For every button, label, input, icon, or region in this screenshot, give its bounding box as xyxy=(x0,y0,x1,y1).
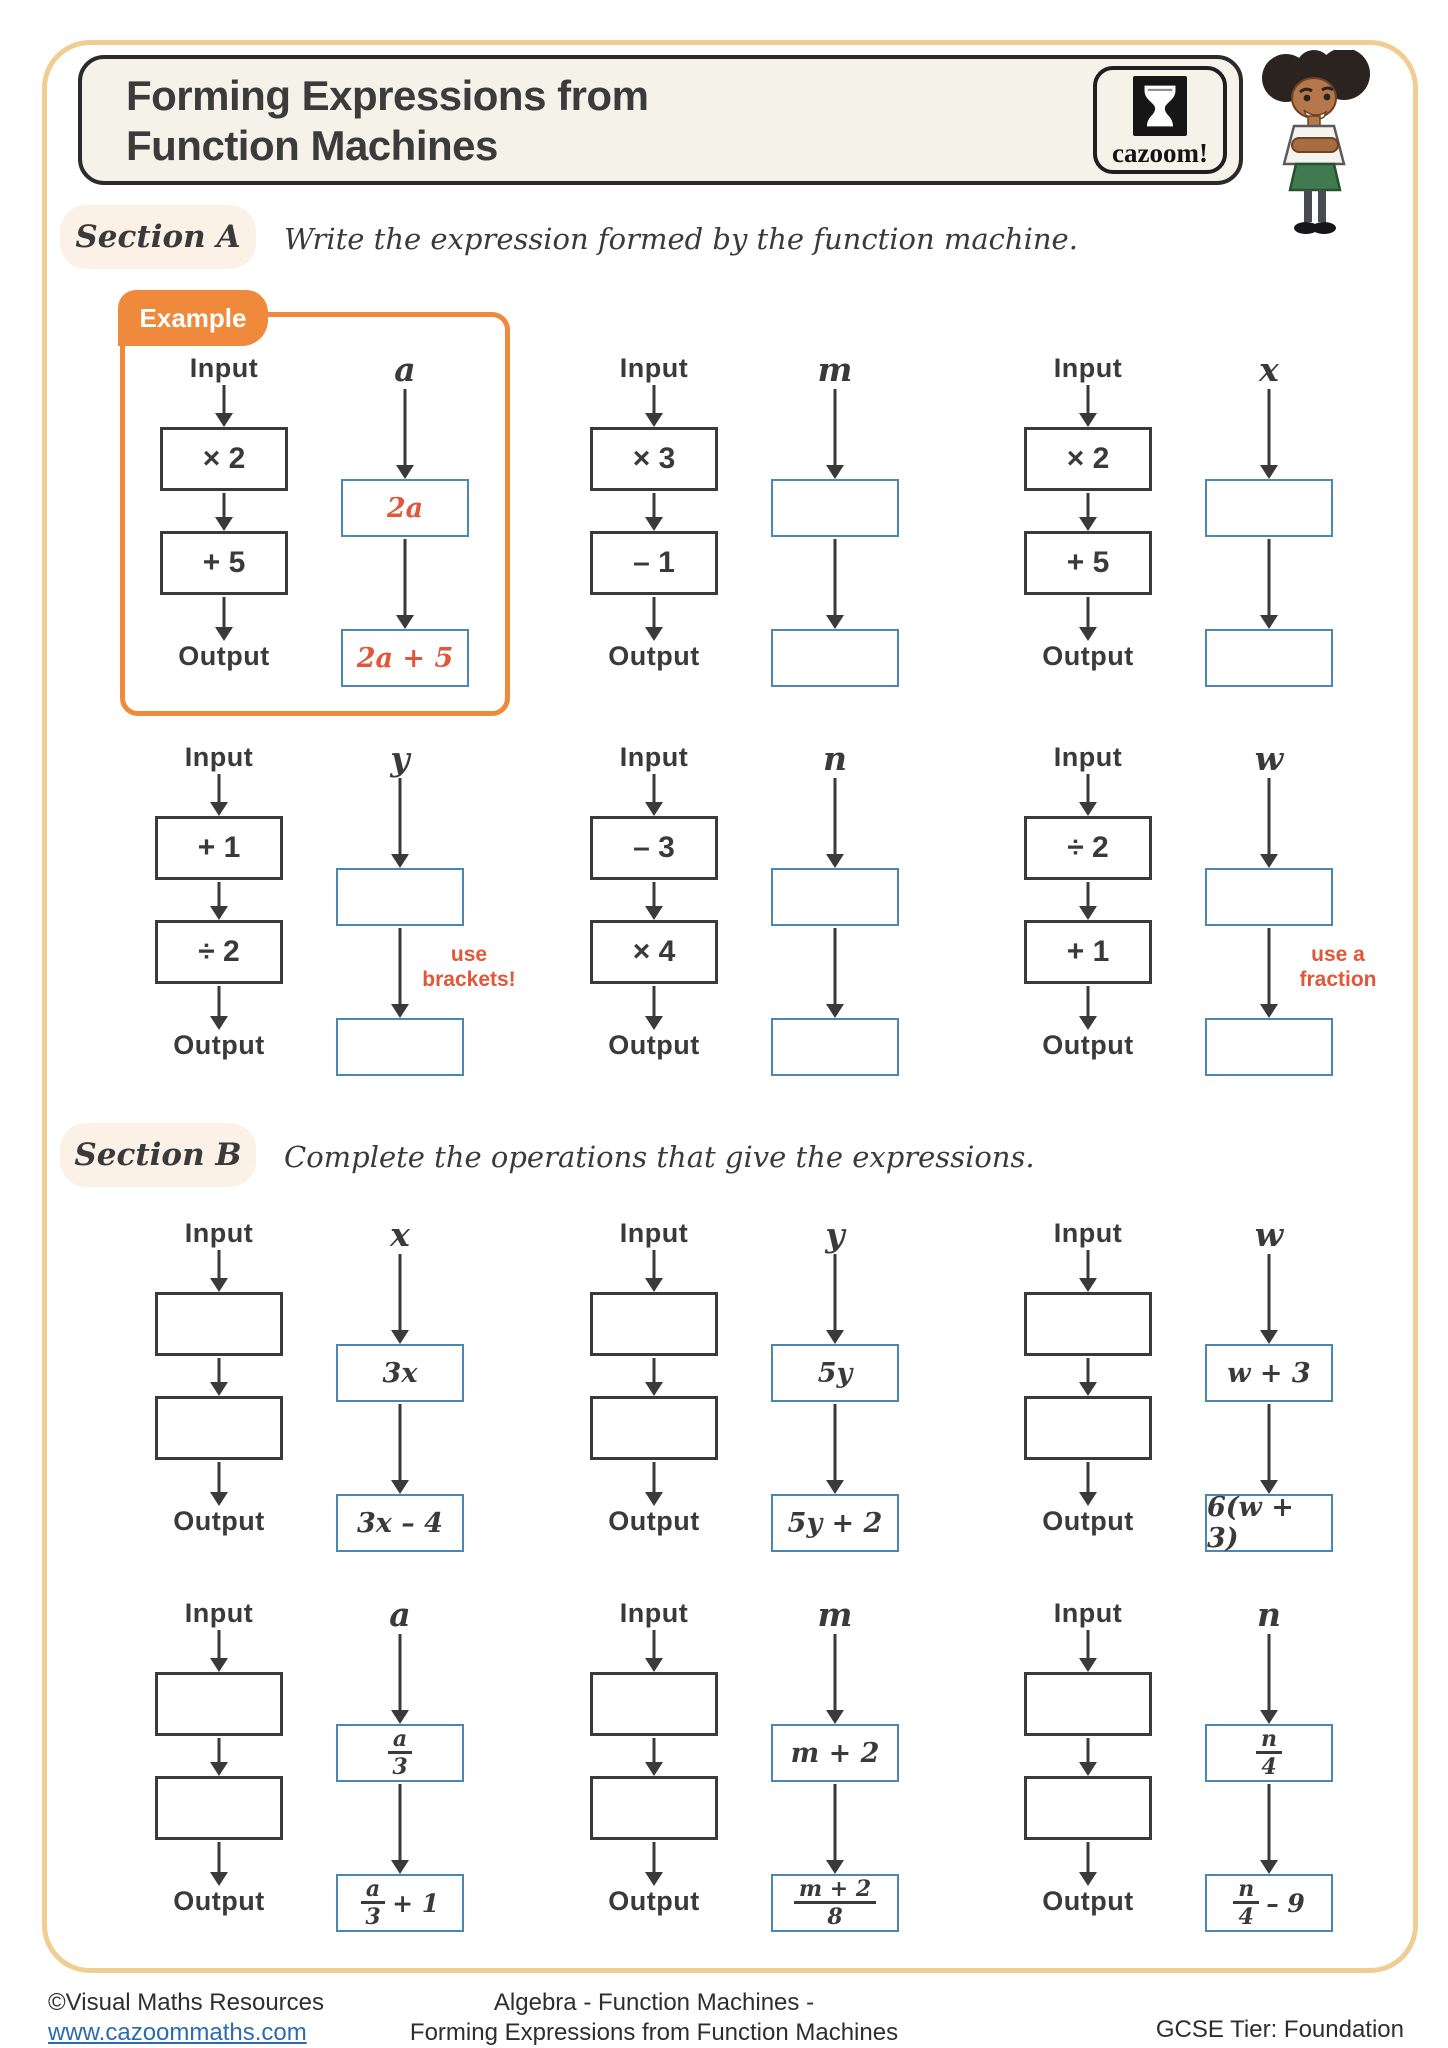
function-machine-a1 xyxy=(159,350,470,687)
down-arrow-icon xyxy=(1257,1402,1281,1494)
expression-box: 2a xyxy=(341,479,469,537)
answer-box-empty xyxy=(771,1018,899,1076)
operation-box-empty xyxy=(1024,1396,1152,1460)
expression-suffix: + 1 xyxy=(392,1888,440,1918)
page-title xyxy=(126,71,648,171)
down-arrow-icon xyxy=(1076,1356,1100,1396)
answer-box-empty xyxy=(771,868,899,926)
down-arrow-icon xyxy=(388,1782,412,1874)
down-arrow-icon xyxy=(207,1356,231,1396)
machine-operations-column xyxy=(589,1598,719,1932)
input-label: Input xyxy=(619,353,689,383)
input-label: Input xyxy=(1053,1218,1123,1248)
footer-tier: GCSE Tier: Foundation xyxy=(1155,2016,1404,2043)
output-label: Output xyxy=(1042,1030,1134,1060)
operation-box: – 1 xyxy=(590,531,718,595)
answer-box-empty xyxy=(771,479,899,537)
machine-expressions-column xyxy=(335,1595,465,1932)
input-label: Input xyxy=(184,1218,254,1248)
output-label: Output xyxy=(608,1506,700,1536)
down-arrow-icon xyxy=(207,1248,231,1292)
machine-expressions-column xyxy=(770,739,900,1076)
operation-box-empty xyxy=(1024,1672,1152,1736)
expression-box xyxy=(771,1874,899,1932)
input-label: Input xyxy=(1053,1598,1123,1628)
machine-operations-column xyxy=(589,353,719,687)
machine-operations-column xyxy=(1023,742,1153,1076)
down-arrow-icon xyxy=(642,772,666,816)
input-label: Input xyxy=(619,742,689,772)
machine-operations-column xyxy=(154,1598,284,1932)
function-machine-a3 xyxy=(1023,350,1334,687)
function-machine-a2 xyxy=(589,350,900,687)
output-label: Output xyxy=(608,1030,700,1060)
machine-expressions-column xyxy=(335,1215,465,1552)
down-arrow-icon xyxy=(823,926,847,1018)
function-machine-b2 xyxy=(589,1215,900,1552)
down-arrow-icon xyxy=(642,984,666,1030)
machine-expressions-column xyxy=(1204,1215,1334,1554)
expression-box: 3x xyxy=(336,1344,464,1402)
down-arrow-icon xyxy=(388,776,412,868)
down-arrow-icon xyxy=(207,772,231,816)
down-arrow-icon xyxy=(823,537,847,629)
down-arrow-icon xyxy=(388,1402,412,1494)
fraction xyxy=(1256,1727,1282,1779)
machine-operations-column xyxy=(589,742,719,1076)
input-label: Input xyxy=(619,1598,689,1628)
footer-topic-line1: Algebra - Function Machines - xyxy=(493,1989,815,2016)
machine-expressions-column xyxy=(1204,350,1334,687)
down-arrow-icon xyxy=(207,1460,231,1506)
operation-box-empty xyxy=(155,1292,283,1356)
variable-label: n xyxy=(823,739,847,778)
section-a-row-2 xyxy=(0,739,1448,1102)
variable-label: a xyxy=(394,350,416,389)
expression-suffix: – 9 xyxy=(1266,1888,1305,1918)
output-label: Output xyxy=(173,1506,265,1536)
variable-label: m xyxy=(817,350,853,389)
machine-operations-column xyxy=(1023,1598,1153,1932)
fraction xyxy=(361,1877,385,1929)
operation-box: × 3 xyxy=(590,427,718,491)
down-arrow-icon xyxy=(393,387,417,479)
down-arrow-icon xyxy=(1257,926,1281,1018)
fraction-numerator: m + 2 xyxy=(794,1877,876,1904)
output-label: Output xyxy=(1042,641,1134,671)
operation-box-empty xyxy=(590,1672,718,1736)
footer-center xyxy=(374,1988,934,2048)
variable-label: n xyxy=(1257,1595,1281,1634)
fraction xyxy=(388,1727,412,1779)
down-arrow-icon xyxy=(642,595,666,641)
down-arrow-icon xyxy=(388,1632,412,1724)
output-label: Output xyxy=(1042,1886,1134,1916)
answer-box-empty xyxy=(1205,868,1333,926)
fraction-denominator: 3 xyxy=(365,1904,381,1930)
variable-label: x xyxy=(390,1215,410,1254)
variable-label: x xyxy=(1259,350,1279,389)
down-arrow-icon xyxy=(642,1460,666,1506)
input-label: Input xyxy=(1053,742,1123,772)
down-arrow-icon xyxy=(207,1628,231,1672)
input-label: Input xyxy=(619,1218,689,1248)
hint-note: use brackets! xyxy=(422,943,516,991)
variable-label: m xyxy=(817,1595,853,1634)
fraction-denominator: 3 xyxy=(392,1754,408,1780)
output-label: Output xyxy=(173,1030,265,1060)
down-arrow-icon xyxy=(642,1356,666,1396)
answer-box-empty xyxy=(771,629,899,687)
function-machine-a5 xyxy=(589,739,900,1076)
expression-box: 5y + 2 xyxy=(771,1494,899,1552)
down-arrow-icon xyxy=(388,1252,412,1344)
down-arrow-icon xyxy=(388,926,412,1018)
machine-operations-column xyxy=(159,353,289,687)
variable-label: w xyxy=(1254,1215,1284,1254)
down-arrow-icon xyxy=(642,383,666,427)
fraction-denominator: 4 xyxy=(1261,1754,1277,1780)
down-arrow-icon xyxy=(642,1736,666,1776)
output-label: Output xyxy=(1042,1506,1134,1536)
down-arrow-icon xyxy=(1257,1252,1281,1344)
variable-label: y xyxy=(390,739,410,778)
down-arrow-icon xyxy=(212,491,236,531)
variable-label: w xyxy=(1254,739,1284,778)
machine-operations-column xyxy=(1023,1218,1153,1552)
expression-box xyxy=(1205,1874,1333,1932)
down-arrow-icon xyxy=(1257,1632,1281,1724)
expression-box xyxy=(336,1874,464,1932)
operation-box-empty xyxy=(590,1292,718,1356)
operation-box: + 1 xyxy=(1024,920,1152,984)
down-arrow-icon xyxy=(1076,1460,1100,1506)
down-arrow-icon xyxy=(1257,1782,1281,1874)
down-arrow-icon xyxy=(212,595,236,641)
operation-box: + 1 xyxy=(155,816,283,880)
machine-expressions-column xyxy=(770,1595,900,1932)
section-a-row-1 xyxy=(0,283,1448,723)
down-arrow-icon xyxy=(1076,1736,1100,1776)
down-arrow-icon xyxy=(642,1840,666,1886)
function-machine-b3 xyxy=(1023,1215,1334,1554)
down-arrow-icon xyxy=(207,984,231,1030)
down-arrow-icon xyxy=(207,1840,231,1886)
page-title-line1: Forming Expressions from xyxy=(126,72,649,119)
down-arrow-icon xyxy=(1076,772,1100,816)
operation-box: – 3 xyxy=(590,816,718,880)
operation-box: × 2 xyxy=(160,427,288,491)
down-arrow-icon xyxy=(1076,1248,1100,1292)
section-b-row-1 xyxy=(0,1215,1448,1568)
section-a-instruction: Write the expression formed by the function machine. xyxy=(284,222,1078,256)
drum-icon xyxy=(1133,76,1187,136)
expression-box: 3x – 4 xyxy=(336,1494,464,1552)
down-arrow-icon xyxy=(642,491,666,531)
cazoom-logo-text: cazoom! xyxy=(1112,137,1208,168)
down-arrow-icon xyxy=(823,387,847,479)
operation-box: × 4 xyxy=(590,920,718,984)
down-arrow-icon xyxy=(1257,537,1281,629)
expression-box: m + 2 xyxy=(771,1724,899,1782)
cazoom-logo xyxy=(1093,66,1227,174)
down-arrow-icon xyxy=(823,1782,847,1874)
section-b-row-2 xyxy=(0,1595,1448,1948)
example-box xyxy=(120,302,510,716)
operation-box: ÷ 2 xyxy=(1024,816,1152,880)
down-arrow-icon xyxy=(1076,491,1100,531)
operation-box: + 5 xyxy=(160,531,288,595)
down-arrow-icon xyxy=(207,1736,231,1776)
worksheet-title-box xyxy=(78,55,1243,185)
function-machine-b4 xyxy=(154,1595,465,1932)
hint-note: use a fraction xyxy=(1299,943,1377,991)
function-machine-b6 xyxy=(1023,1595,1334,1932)
function-machine-b1 xyxy=(154,1215,465,1552)
fraction-numerator: a xyxy=(388,1727,412,1754)
down-arrow-icon xyxy=(1076,984,1100,1030)
expression-box: 2a + 5 xyxy=(341,629,469,687)
down-arrow-icon xyxy=(1257,776,1281,868)
machine-operations-column xyxy=(154,742,284,1076)
down-arrow-icon xyxy=(823,1402,847,1494)
fraction xyxy=(794,1877,876,1929)
machine-expressions-column xyxy=(335,739,516,1076)
answer-box-empty xyxy=(336,868,464,926)
down-arrow-icon xyxy=(642,1628,666,1672)
down-arrow-icon xyxy=(1076,595,1100,641)
function-machine-a6 xyxy=(1023,739,1377,1076)
section-b-label: Section B xyxy=(60,1123,256,1187)
down-arrow-icon xyxy=(393,537,417,629)
down-arrow-icon xyxy=(823,1632,847,1724)
expression-box: 6(w + 3) xyxy=(1205,1494,1333,1552)
output-label: Output xyxy=(608,641,700,671)
expression-box xyxy=(1205,1724,1333,1782)
output-label: Output xyxy=(173,1886,265,1916)
machine-operations-column xyxy=(154,1218,284,1552)
operation-box-empty xyxy=(1024,1292,1152,1356)
fraction-numerator: a xyxy=(361,1877,385,1904)
operation-box-empty xyxy=(1024,1776,1152,1840)
input-label: Input xyxy=(1053,353,1123,383)
answer-box-empty xyxy=(1205,479,1333,537)
footer-left xyxy=(48,1988,324,2048)
down-arrow-icon xyxy=(1076,1628,1100,1672)
input-label: Input xyxy=(184,742,254,772)
input-label: Input xyxy=(184,1598,254,1628)
machine-expressions-column xyxy=(770,350,900,687)
fraction-denominator: 4 xyxy=(1238,1904,1254,1930)
input-label: Input xyxy=(189,353,259,383)
down-arrow-icon xyxy=(1076,383,1100,427)
expression-box: w + 3 xyxy=(1205,1344,1333,1402)
down-arrow-icon xyxy=(207,880,231,920)
operation-box: ÷ 2 xyxy=(155,920,283,984)
operation-box-empty xyxy=(155,1672,283,1736)
answer-box-empty xyxy=(336,1018,464,1076)
down-arrow-icon xyxy=(1076,1840,1100,1886)
page-title-line2: Function Machines xyxy=(126,122,498,169)
fraction xyxy=(1233,1877,1259,1929)
expression-box xyxy=(336,1724,464,1782)
expression-box: 5y xyxy=(771,1344,899,1402)
schoolgirl-mascot-illustration xyxy=(1252,50,1380,242)
machine-expressions-column xyxy=(1204,1595,1334,1932)
copyright-text: ©Visual Maths Resources xyxy=(48,1989,325,2016)
fraction-numerator: n xyxy=(1233,1877,1259,1904)
answer-box-empty xyxy=(1205,1018,1333,1076)
down-arrow-icon xyxy=(823,776,847,868)
fraction-denominator: 8 xyxy=(827,1904,843,1930)
down-arrow-icon xyxy=(212,383,236,427)
down-arrow-icon xyxy=(1257,387,1281,479)
section-b-instruction: Complete the operations that give the expressions. xyxy=(284,1140,1035,1174)
operation-box: + 5 xyxy=(1024,531,1152,595)
function-machine-a4 xyxy=(154,739,516,1076)
section-a-label: Section A xyxy=(60,205,256,269)
output-label: Output xyxy=(608,1886,700,1916)
down-arrow-icon xyxy=(642,1248,666,1292)
output-label: Output xyxy=(178,641,270,671)
variable-label: y xyxy=(825,1215,845,1254)
operation-box-empty xyxy=(155,1396,283,1460)
machine-expressions-column xyxy=(1204,739,1377,1076)
variable-label: a xyxy=(389,1595,411,1634)
operation-box-empty xyxy=(590,1396,718,1460)
down-arrow-icon xyxy=(1076,880,1100,920)
operation-box-empty xyxy=(590,1776,718,1840)
machine-expressions-column xyxy=(770,1215,900,1552)
answer-box-empty xyxy=(1205,629,1333,687)
machine-operations-column xyxy=(589,1218,719,1552)
example-tab: Example xyxy=(118,290,268,346)
cazoommaths-link[interactable]: www.cazoommaths.com xyxy=(48,2019,307,2046)
function-machine-b5 xyxy=(589,1595,900,1932)
machine-expressions-column xyxy=(340,350,470,687)
down-arrow-icon xyxy=(642,880,666,920)
footer-topic-line2: Forming Expressions from Function Machines xyxy=(409,2019,899,2046)
fraction-numerator: n xyxy=(1256,1727,1282,1754)
machine-operations-column xyxy=(1023,353,1153,687)
down-arrow-icon xyxy=(823,1252,847,1344)
operation-box: × 2 xyxy=(1024,427,1152,491)
operation-box-empty xyxy=(155,1776,283,1840)
